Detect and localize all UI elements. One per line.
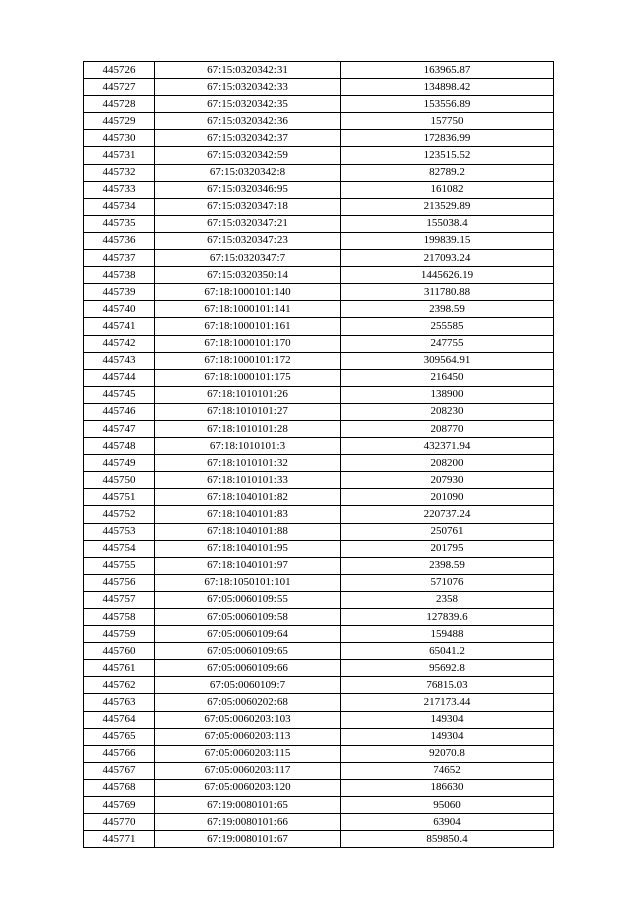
row-number-cell: 445748	[84, 438, 155, 455]
row-number-cell: 445762	[84, 677, 155, 694]
table-row	[84, 215, 554, 232]
table-row	[84, 147, 554, 164]
cadastral-value-cell: 1445626.19	[341, 267, 554, 284]
cadastral-number-cell: 67:15:0320350:14	[155, 267, 341, 284]
table-row	[84, 284, 554, 301]
cadastral-number-cell: 67:18:1040101:97	[155, 557, 341, 574]
cadastral-value-cell: 159488	[341, 626, 554, 643]
cadastral-number-cell: 67:18:1000101:170	[155, 335, 341, 352]
table-row	[84, 181, 554, 198]
table-row	[84, 420, 554, 437]
table-row	[84, 130, 554, 147]
table-row	[84, 403, 554, 420]
row-number-cell: 445734	[84, 198, 155, 215]
cadastral-number-cell: 67:15:0320346:95	[155, 181, 341, 198]
cadastral-value-cell: 216450	[341, 369, 554, 386]
table-row	[84, 574, 554, 591]
table-row	[84, 62, 554, 79]
cadastral-value-cell: 134898.42	[341, 79, 554, 96]
cadastral-number-cell: 67:15:0320342:59	[155, 147, 341, 164]
cadastral-number-cell: 67:15:0320347:21	[155, 215, 341, 232]
row-number-cell: 445767	[84, 762, 155, 779]
row-number-cell: 445747	[84, 420, 155, 437]
table-row	[84, 267, 554, 284]
table-row	[84, 626, 554, 643]
row-number-cell: 445765	[84, 728, 155, 745]
row-number-cell: 445754	[84, 540, 155, 557]
row-number-cell: 445746	[84, 403, 155, 420]
cadastral-number-cell: 67:18:1010101:26	[155, 386, 341, 403]
row-number-cell: 445756	[84, 574, 155, 591]
cadastral-number-cell: 67:18:1040101:95	[155, 540, 341, 557]
cadastral-number-cell: 67:05:0060203:115	[155, 745, 341, 762]
table-row	[84, 79, 554, 96]
table-row	[84, 113, 554, 130]
table-row	[84, 352, 554, 369]
cadastral-value-cell: 138900	[341, 386, 554, 403]
row-number-cell: 445764	[84, 711, 155, 728]
table-row	[84, 677, 554, 694]
cadastral-value-cell: 199839.15	[341, 232, 554, 249]
cadastral-number-cell: 67:18:1010101:27	[155, 403, 341, 420]
row-number-cell: 445733	[84, 181, 155, 198]
cadastral-number-cell: 67:15:0320342:31	[155, 62, 341, 79]
cadastral-number-cell: 67:18:1040101:88	[155, 523, 341, 540]
cadastral-value-cell: 186630	[341, 779, 554, 796]
cadastral-number-cell: 67:18:1000101:141	[155, 301, 341, 318]
table-row	[84, 386, 554, 403]
cadastral-number-cell: 67:05:0060202:68	[155, 694, 341, 711]
row-number-cell: 445761	[84, 660, 155, 677]
table-row	[84, 369, 554, 386]
table-row	[84, 335, 554, 352]
cadastral-number-cell: 67:18:1010101:32	[155, 455, 341, 472]
cadastral-value-cell: 65041.2	[341, 643, 554, 660]
cadastral-number-cell: 67:15:0320342:36	[155, 113, 341, 130]
table-row	[84, 232, 554, 249]
row-number-cell: 445732	[84, 164, 155, 181]
cadastral-number-cell: 67:05:0060109:58	[155, 609, 341, 626]
row-number-cell: 445758	[84, 609, 155, 626]
cadastral-value-cell: 172836.99	[341, 130, 554, 147]
table-row	[84, 762, 554, 779]
row-number-cell: 445752	[84, 506, 155, 523]
table-row	[84, 711, 554, 728]
table-row	[84, 694, 554, 711]
row-number-cell: 445755	[84, 557, 155, 574]
table-row	[84, 779, 554, 796]
cadastral-value-cell: 208770	[341, 420, 554, 437]
cadastral-value-cell: 76815.03	[341, 677, 554, 694]
cadastral-value-cell: 213529.89	[341, 198, 554, 215]
cadastral-value-cell: 92070.8	[341, 745, 554, 762]
table-row	[84, 540, 554, 557]
cadastral-value-cell: 82789.2	[341, 164, 554, 181]
cadastral-value-cell: 217093.24	[341, 250, 554, 267]
cadastral-value-cell: 2398.59	[341, 557, 554, 574]
row-number-cell: 445760	[84, 643, 155, 660]
cadastral-number-cell: 67:05:0060109:64	[155, 626, 341, 643]
row-number-cell: 445736	[84, 232, 155, 249]
cadastral-value-cell: 255585	[341, 318, 554, 335]
table-row	[84, 455, 554, 472]
cadastral-number-cell: 67:18:1010101:33	[155, 472, 341, 489]
cadastral-number-cell: 67:05:0060109:55	[155, 591, 341, 608]
cadastral-number-cell: 67:05:0060109:7	[155, 677, 341, 694]
cadastral-value-cell: 153556.89	[341, 96, 554, 113]
row-number-cell: 445739	[84, 284, 155, 301]
cadastral-number-cell: 67:18:1000101:140	[155, 284, 341, 301]
table-row	[84, 198, 554, 215]
row-number-cell: 445742	[84, 335, 155, 352]
cadastral-number-cell: 67:19:0080101:65	[155, 797, 341, 814]
cadastral-value-cell: 163965.87	[341, 62, 554, 79]
cadastral-number-cell: 67:18:1000101:161	[155, 318, 341, 335]
cadastral-value-cell: 63904	[341, 814, 554, 831]
cadastral-number-cell: 67:15:0320342:33	[155, 79, 341, 96]
row-number-cell: 445729	[84, 113, 155, 130]
row-number-cell: 445744	[84, 369, 155, 386]
row-number-cell: 445753	[84, 523, 155, 540]
cadastral-value-cell: 95692.8	[341, 660, 554, 677]
cadastral-value-cell: 161082	[341, 181, 554, 198]
cadastral-number-cell: 67:18:1010101:28	[155, 420, 341, 437]
row-number-cell: 445741	[84, 318, 155, 335]
row-number-cell: 445751	[84, 489, 155, 506]
cadastral-number-cell: 67:18:1000101:172	[155, 352, 341, 369]
table-row	[84, 472, 554, 489]
row-number-cell: 445750	[84, 472, 155, 489]
cadastral-number-cell: 67:18:1010101:3	[155, 438, 341, 455]
cadastral-value-cell: 2358	[341, 591, 554, 608]
table-row	[84, 96, 554, 113]
table-row	[84, 643, 554, 660]
cadastral-value-cell: 247755	[341, 335, 554, 352]
cadastral-number-cell: 67:15:0320347:18	[155, 198, 341, 215]
table-row	[84, 250, 554, 267]
row-number-cell: 445768	[84, 779, 155, 796]
row-number-cell: 445740	[84, 301, 155, 318]
cadastral-value-cell: 250761	[341, 523, 554, 540]
table-row	[84, 506, 554, 523]
cadastral-value-cell: 859850.4	[341, 831, 554, 848]
cadastral-value-cell: 208200	[341, 455, 554, 472]
row-number-cell: 445769	[84, 797, 155, 814]
cadastral-value-cell: 571076	[341, 574, 554, 591]
cadastral-value-cell: 201090	[341, 489, 554, 506]
table-row	[84, 438, 554, 455]
cadastral-value-cell: 74652	[341, 762, 554, 779]
row-number-cell: 445737	[84, 250, 155, 267]
row-number-cell: 445730	[84, 130, 155, 147]
table-row	[84, 660, 554, 677]
table-row	[84, 831, 554, 848]
row-number-cell: 445766	[84, 745, 155, 762]
cadastral-value-cell: 149304	[341, 728, 554, 745]
row-number-cell: 445735	[84, 215, 155, 232]
cadastral-number-cell: 67:15:0320347:7	[155, 250, 341, 267]
cadastral-number-cell: 67:18:1040101:82	[155, 489, 341, 506]
cadastral-value-cell: 217173.44	[341, 694, 554, 711]
row-number-cell: 445759	[84, 626, 155, 643]
table-row	[84, 489, 554, 506]
cadastral-value-cell: 123515.52	[341, 147, 554, 164]
table-row	[84, 164, 554, 181]
cadastral-value-cell: 149304	[341, 711, 554, 728]
cadastral-number-cell: 67:19:0080101:67	[155, 831, 341, 848]
cadastral-number-cell: 67:05:0060203:113	[155, 728, 341, 745]
table-row	[84, 728, 554, 745]
cadastral-number-cell: 67:05:0060203:103	[155, 711, 341, 728]
cadastral-number-cell: 67:15:0320342:37	[155, 130, 341, 147]
row-number-cell: 445728	[84, 96, 155, 113]
cadastral-number-cell: 67:18:1050101:101	[155, 574, 341, 591]
cadastral-number-cell: 67:18:1000101:175	[155, 369, 341, 386]
row-number-cell: 445731	[84, 147, 155, 164]
table-row	[84, 814, 554, 831]
table-body	[84, 62, 554, 848]
cadastral-value-cell: 220737.24	[341, 506, 554, 523]
row-number-cell: 445738	[84, 267, 155, 284]
cadastral-value-cell: 157750	[341, 113, 554, 130]
row-number-cell: 445743	[84, 352, 155, 369]
table-row	[84, 301, 554, 318]
cadastral-value-cell: 432371.94	[341, 438, 554, 455]
cadastral-number-cell: 67:19:0080101:66	[155, 814, 341, 831]
row-number-cell: 445749	[84, 455, 155, 472]
cadastral-value-cell: 127839.6	[341, 609, 554, 626]
cadastral-number-cell: 67:05:0060109:65	[155, 643, 341, 660]
row-number-cell: 445726	[84, 62, 155, 79]
table-row	[84, 609, 554, 626]
cadastral-number-cell: 67:15:0320342:35	[155, 96, 341, 113]
row-number-cell: 445770	[84, 814, 155, 831]
cadastral-number-cell: 67:05:0060109:66	[155, 660, 341, 677]
cadastral-value-table	[83, 61, 554, 848]
cadastral-number-cell: 67:05:0060203:120	[155, 779, 341, 796]
cadastral-value-cell: 207930	[341, 472, 554, 489]
cadastral-value-cell: 95060	[341, 797, 554, 814]
table-row	[84, 557, 554, 574]
table-row	[84, 523, 554, 540]
row-number-cell: 445757	[84, 591, 155, 608]
cadastral-value-cell: 201795	[341, 540, 554, 557]
table-row	[84, 797, 554, 814]
cadastral-value-cell: 311780.88	[341, 284, 554, 301]
table-row	[84, 318, 554, 335]
cadastral-value-cell: 2398.59	[341, 301, 554, 318]
cadastral-number-cell: 67:05:0060203:117	[155, 762, 341, 779]
cadastral-value-cell: 155038.4	[341, 215, 554, 232]
cadastral-value-cell: 309564.91	[341, 352, 554, 369]
cadastral-value-cell: 208230	[341, 403, 554, 420]
row-number-cell: 445763	[84, 694, 155, 711]
table-row	[84, 591, 554, 608]
cadastral-number-cell: 67:15:0320347:23	[155, 232, 341, 249]
cadastral-number-cell: 67:15:0320342:8	[155, 164, 341, 181]
cadastral-number-cell: 67:18:1040101:83	[155, 506, 341, 523]
row-number-cell: 445727	[84, 79, 155, 96]
row-number-cell: 445771	[84, 831, 155, 848]
row-number-cell: 445745	[84, 386, 155, 403]
table-row	[84, 745, 554, 762]
